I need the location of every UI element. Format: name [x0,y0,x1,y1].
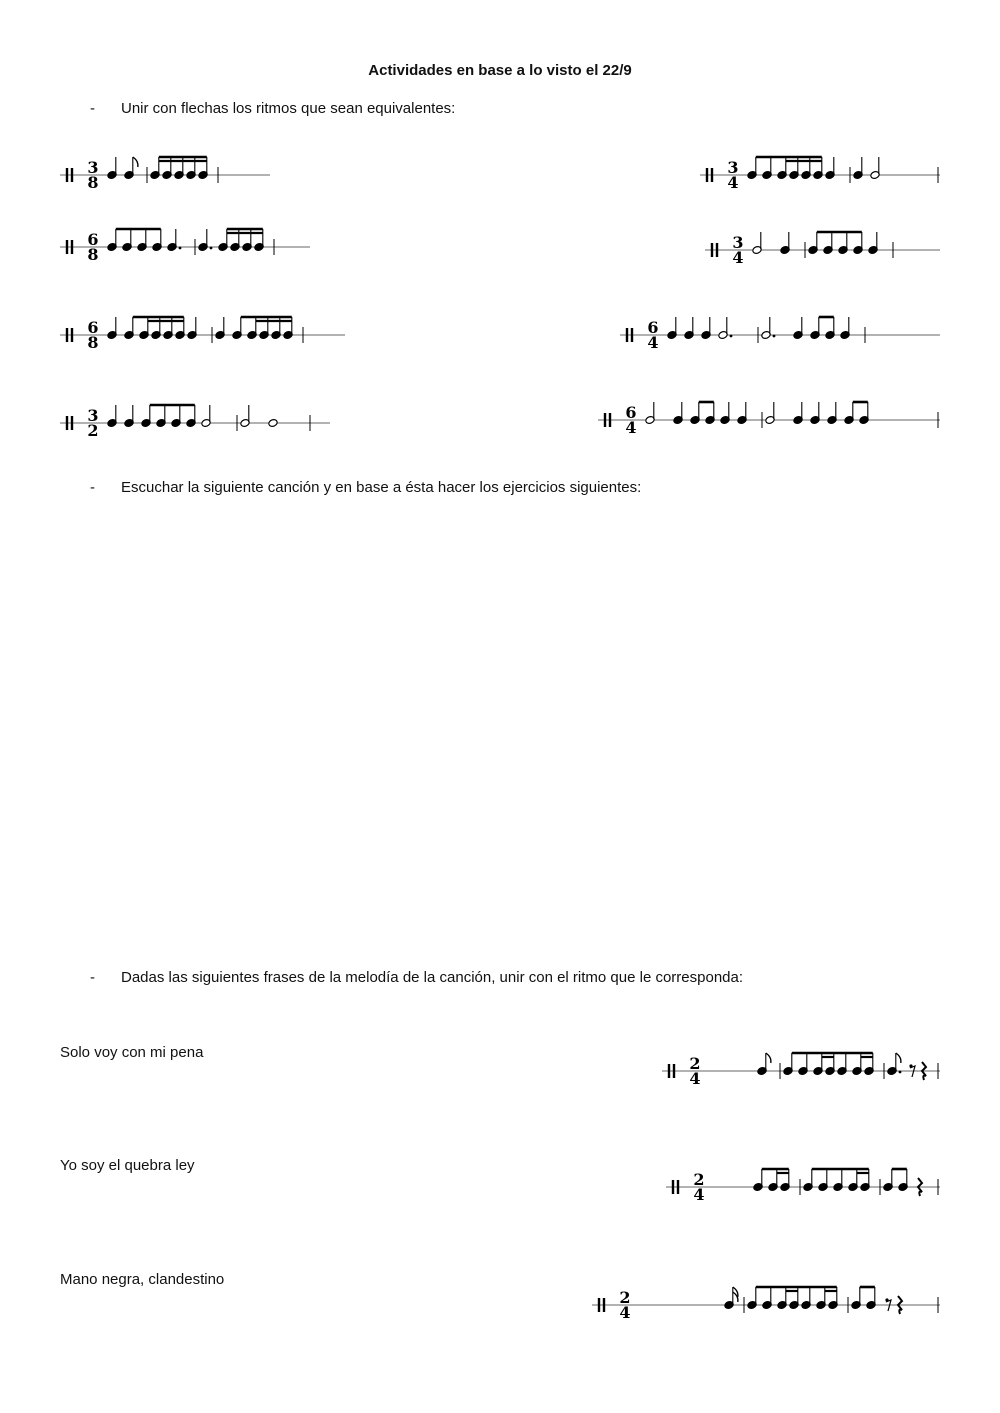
rhythm-right-3 [620,310,940,360]
time-signature-numerator: 2 [689,1054,701,1073]
time-signature-denominator: 8 [87,333,99,352]
note-flag [133,157,138,167]
phrase-3: Mano negra, clandestino [60,1271,225,1288]
hollow-note-head [268,419,278,428]
time-signature-denominator: 8 [87,173,99,192]
time-signature-numerator: 6 [87,230,99,249]
augmentation-dot [773,335,776,338]
rhythm-right-2 [705,225,940,275]
song-rhythm-2 [666,1162,940,1212]
time-signature-numerator: 6 [625,403,637,422]
song-rhythm-1 [662,1046,940,1096]
time-signature-denominator: 4 [625,418,637,437]
bullet-dash: - [90,100,95,117]
eighth-rest [910,1066,915,1077]
time-signature-numerator: 6 [87,318,99,337]
time-signature-denominator: 8 [87,245,99,264]
augmentation-dot [730,335,733,338]
time-signature-denominator: 4 [732,248,744,267]
phrase-2: Yo soy el quebra ley [60,1157,195,1174]
rhythm-right-4 [598,395,940,445]
note-flag [896,1053,901,1063]
time-signature-denominator: 4 [727,173,739,192]
instruction-text: Dadas las siguientes frases de la melodía de la canción, unir con el ritmo que le corresponda: [121,969,744,986]
time-signature-numerator: 3 [727,158,739,177]
augmentation-dot [179,247,182,250]
page-title: Actividades en base a lo visto el 22/9 [368,62,632,79]
time-signature-denominator: 4 [647,333,659,352]
rhythm-left-2 [60,222,310,272]
eighth-rest [886,1300,891,1311]
time-signature-numerator: 6 [647,318,659,337]
instruction-listen-song [90,479,641,496]
rhythm-left-4 [60,398,330,448]
song-rhythm-3 [592,1280,940,1330]
bullet-dash: - [90,969,95,986]
instruction-text: Unir con flechas los ritmos que sean equivalentes: [121,100,456,117]
note-flag [766,1053,771,1063]
time-signature-denominator: 4 [619,1303,631,1322]
instruction-match-phrase [90,969,743,986]
rhythm-left-3 [60,310,345,360]
time-signature-numerator: 2 [693,1170,705,1189]
time-signature-numerator: 3 [732,233,744,252]
time-signature-denominator: 2 [87,421,99,440]
rhythm-left-1 [60,150,270,200]
rhythm-right-1 [700,150,940,200]
time-signature-denominator: 4 [689,1069,701,1088]
instruction-match-equivalent [90,100,455,117]
augmentation-dot [210,247,213,250]
phrase-1: Solo voy con mi pena [60,1044,204,1061]
instruction-text: Escuchar la siguiente canción y en base a ésta hacer los ejercicios siguientes: [121,479,642,496]
time-signature-numerator: 3 [87,158,99,177]
augmentation-dot [899,1071,902,1074]
time-signature-numerator: 2 [619,1288,631,1307]
time-signature-denominator: 4 [693,1185,705,1204]
time-signature-numerator: 3 [87,406,99,425]
bullet-dash: - [90,479,95,496]
